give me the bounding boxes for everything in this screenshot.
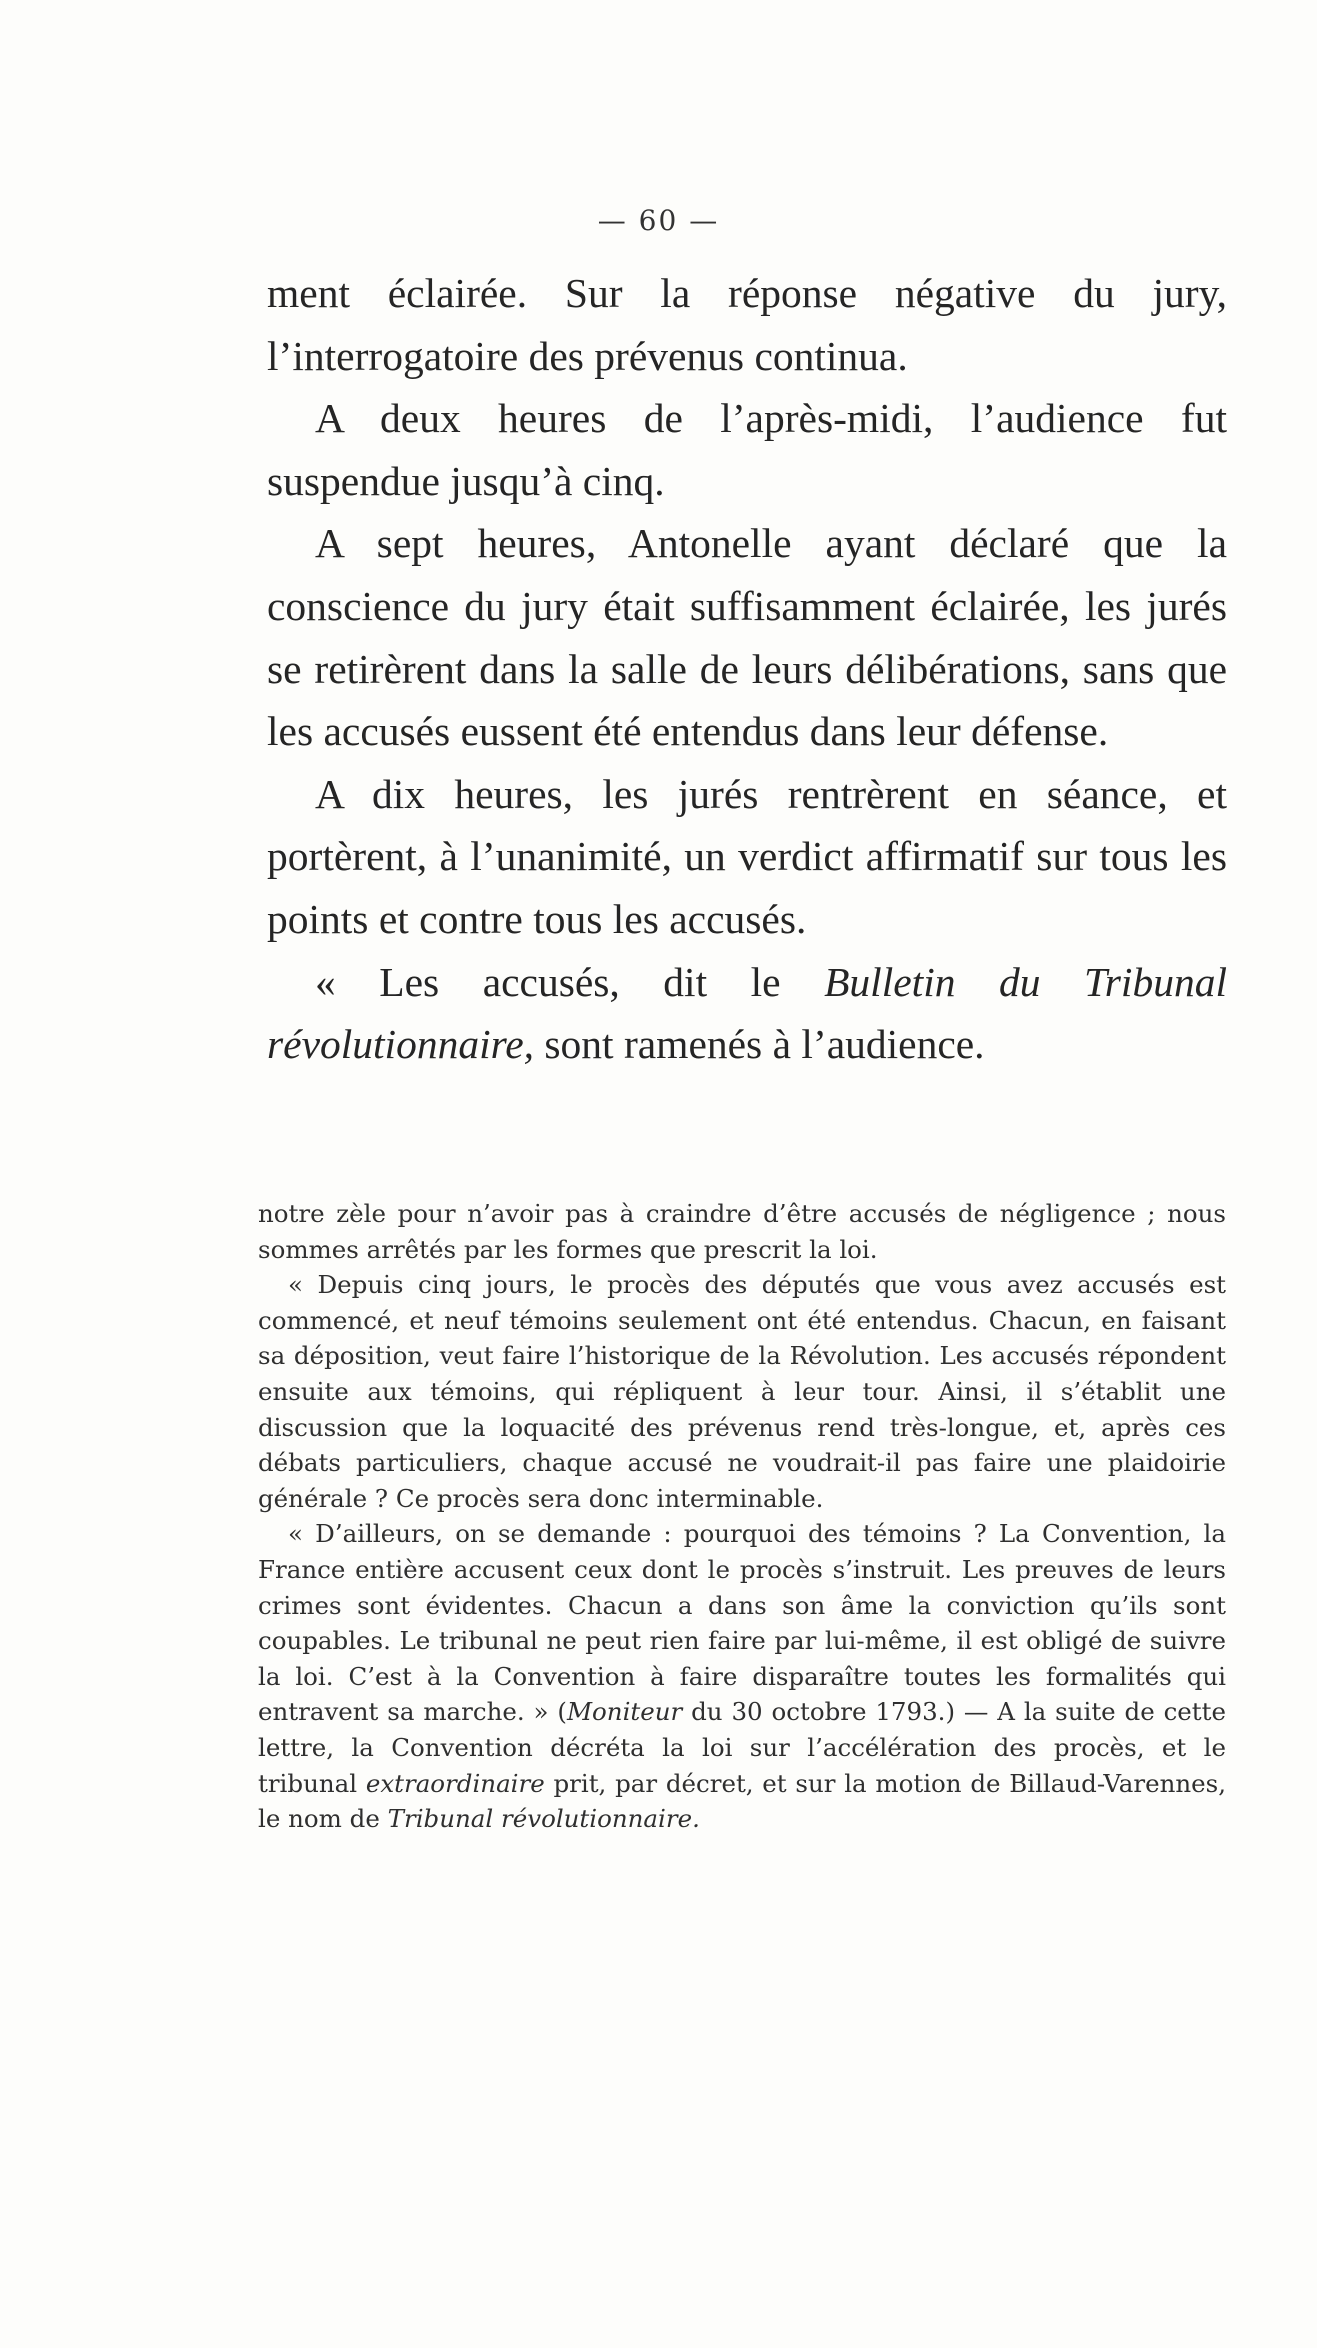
footnote-3-part-b: du 30 octobre 1793.) — A la suite de cette lettre, la Convention décréta la loi sur l’accélération des procès, et le tribunal <box>258 1697 1226 1798</box>
footnote-3-part-a: « D’ailleurs, on se demande : pourquoi des témoins ? La Convention, la France entière accusent ceux dont le procès s’instruit. Les preuves de leurs crimes sont évidentes. Chacun a dans son âme la conviction qu’ils sont coupables. Le tribunal ne peut rien faire par lui-même, il est obligé de suivre la loi. C’est à la Convention à faire disparaître toutes les formalités qui entravent sa marche. » ( <box>258 1519 1226 1727</box>
extraordinaire-word: extraordinaire <box>365 1768 545 1798</box>
paragraph-2: A deux heures de l’après-midi, l’audience fut suspendue jusqu’à cinq. <box>267 395 1227 504</box>
footnote-2: « Depuis cinq jours, le procès des députés que vous avez accusés est commencé, et neuf témoins seulement ont été entendus. Chacun, en faisant sa déposition, veut faire l’historique de la Révolution. Les accusés répondent ensuite aux témoins, qui répliquent à leur tour. Ainsi, il s’établit une discussion que la loquacité des prévenus rend très-longue, et, après ces débats particuliers, chaque accusé ne voudrait-il pas faire une plaidoirie générale ? Ce procès sera donc interminable. <box>258 1270 1226 1513</box>
paragraph-5 <box>267 951 1227 1076</box>
paragraph-4: A dix heures, les jurés rentrèrent en séance, et portèrent, à l’unanimité, un verdict affirmatif sur tous les points et contre tous les accusés. <box>267 770 1227 942</box>
main-text <box>267 262 1227 1076</box>
footnotes <box>258 1196 1226 1837</box>
paragraph-3: A sept heures, Antonelle ayant déclaré que la conscience du jury était suffisamment éclairée, les jurés se retirèrent dans la salle de leurs délibérations, sans que les accusés eussent été entendus dans leur défense. <box>267 520 1227 755</box>
footnote-3 <box>258 1516 1226 1836</box>
quote-end: sont ramenés à l’audience. <box>534 1021 985 1068</box>
footnote-3-part-c: prit, par décret, et sur la motion de Billaud-Varennes, le nom de <box>258 1768 1226 1834</box>
footnote-1: notre zèle pour n’avoir pas à craindre d’être accusés de négligence ; nous sommes arrêtés par les formes que prescrit la loi. <box>258 1199 1226 1264</box>
tribunal-name: Tribunal révolutionnaire. <box>387 1804 700 1834</box>
paragraph-1: ment éclairée. Sur la réponse négative du jury, l’interrogatoire des prévenus continua. <box>267 270 1227 379</box>
bulletin-title: Bulletin du Tribunal révolutionnaire, <box>267 958 1227 1068</box>
moniteur-title: Moniteur <box>566 1697 683 1727</box>
page-number: — 60 — <box>597 204 720 237</box>
quote-start: « Les accusés, dit le <box>315 958 825 1005</box>
